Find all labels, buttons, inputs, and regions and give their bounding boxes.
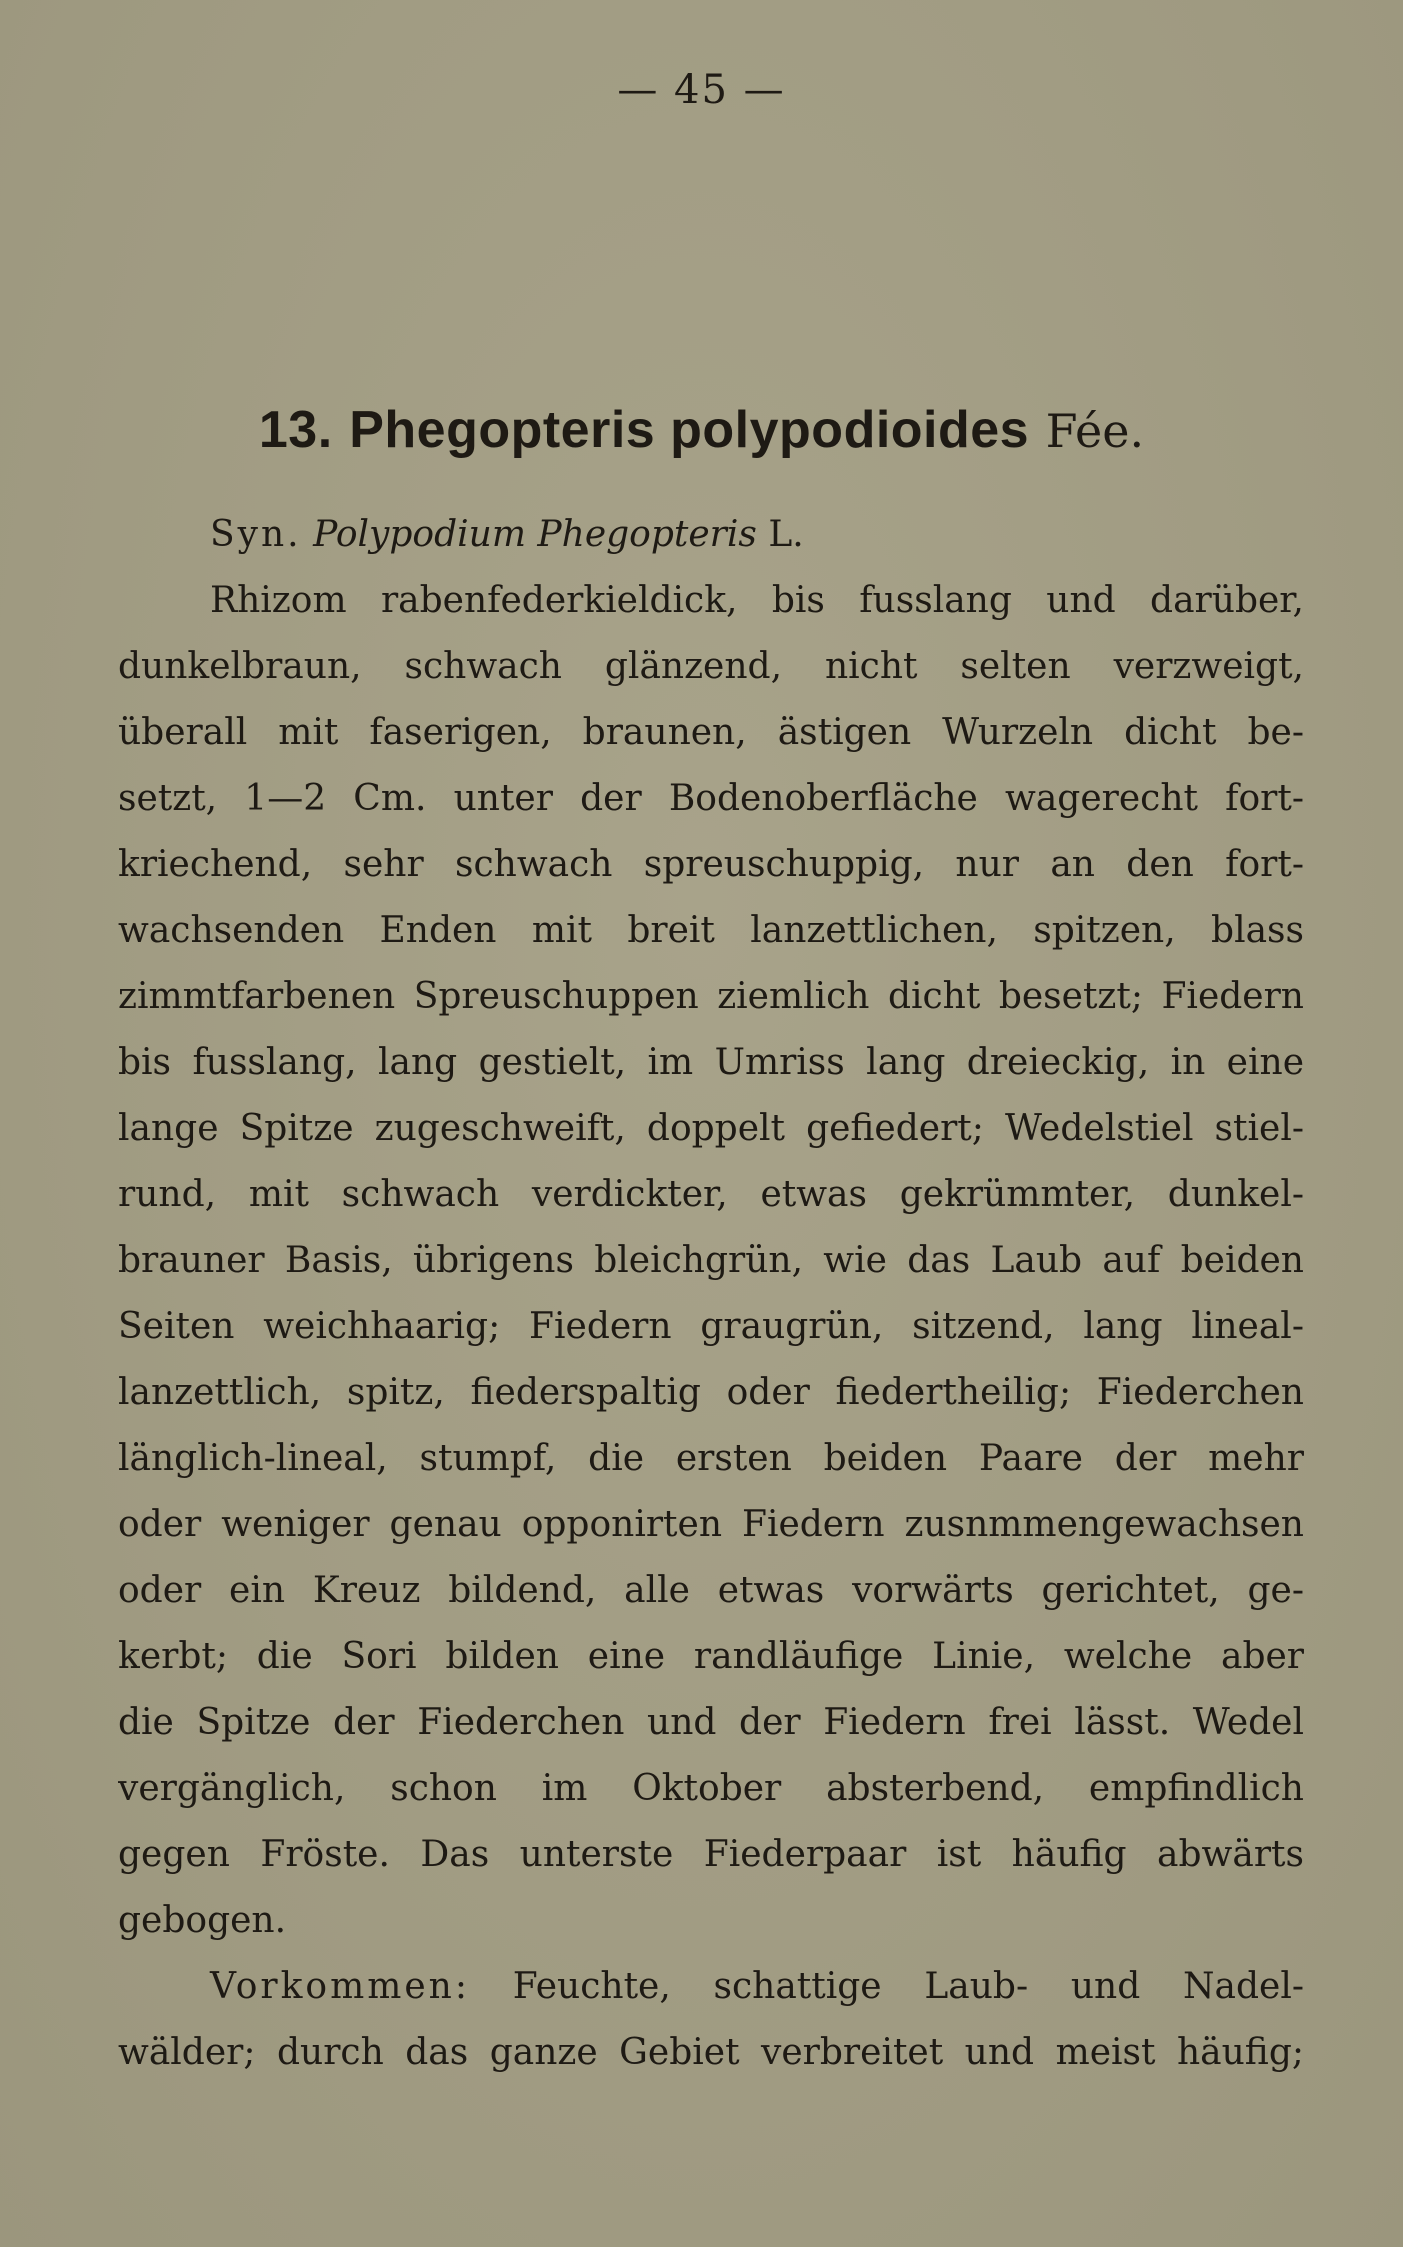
- synonym-author: L.: [768, 514, 804, 555]
- species-author: Fée.: [1045, 404, 1145, 458]
- text-line: Seiten weichhaarig; Fiedern graugrün, sitzend, lang lineal-: [118, 1306, 1304, 1347]
- synonym-line: [118, 502, 1304, 568]
- page-number: — 45 —: [617, 67, 786, 113]
- text-line: rund, mit schwach verdickter, etwas gekrümmter, dunkel-: [118, 1174, 1304, 1215]
- text-line: oder weniger genau opponirten Fiedern zusnmmengewachsen: [118, 1504, 1304, 1545]
- text-line: brauner Basis, übrigens bleichgrün, wie das Laub auf beiden: [118, 1240, 1304, 1281]
- text-line: gegen Fröste. Das unterste Fiederpaar ist häufig abwärts: [118, 1834, 1304, 1875]
- text-line: wachsenden Enden mit breit lanzettlichen, spitzen, blass: [118, 910, 1304, 951]
- species-number: 13.: [258, 401, 333, 459]
- text-line: kerbt; die Sori bilden eine randläufige Linie, welche aber: [118, 1636, 1304, 1677]
- text-line: bis fusslang, lang gestielt, im Umriss lang dreieckig, in eine: [118, 1042, 1304, 1083]
- occurrence-line: wälder; durch das ganze Gebiet verbreitet und meist häufig;: [118, 2032, 1304, 2073]
- occurrence-text: Feuchte, schattige Laub- und Nadel-: [512, 1966, 1304, 2007]
- text-line: die Spitze der Fiederchen und der Fiedern frei lässt. Wedel: [118, 1702, 1304, 1743]
- text-line: vergänglich, schon im Oktober absterbend, empfindlich: [118, 1768, 1304, 1809]
- text-line: dunkelbraun, schwach glänzend, nicht selten verzweigt,: [118, 646, 1304, 687]
- text-line: Rhizom rabenfederkieldick, bis fusslang und darüber,: [210, 580, 1304, 621]
- text-line: oder ein Kreuz bildend, alle etwas vorwärts gerichtet, ge-: [118, 1570, 1304, 1611]
- text-line: länglich-lineal, stumpf, die ersten beiden Paare der mehr: [118, 1438, 1304, 1479]
- synonym-prefix: Syn.: [210, 514, 302, 555]
- body-text: [118, 502, 1304, 2086]
- text-line: setzt, 1—2 Cm. unter der Bodenoberfläche wagerecht fort-: [118, 778, 1304, 819]
- occurrence-label: Vorkommen:: [210, 1966, 470, 2007]
- text-line: überall mit faserigen, braunen, ästigen Wurzeln dicht be-: [118, 712, 1304, 753]
- text-line: gebogen.: [118, 1900, 287, 1941]
- text-line: lange Spitze zugeschweift, doppelt gefiedert; Wedelstiel stiel-: [118, 1108, 1304, 1149]
- text-line: kriechend, sehr schwach spreuschuppig, nur an den fort-: [118, 844, 1304, 885]
- text-line: zimmtfarbenen Spreuschuppen ziemlich dicht besetzt; Fiedern: [118, 976, 1304, 1017]
- occurrence-line: [118, 1954, 1304, 2020]
- species-heading: [0, 398, 1403, 463]
- synonym-name: Polypodium Phegopteris: [313, 514, 757, 555]
- text-line: lanzettlich, spitz, fiederspaltig oder fiedertheilig; Fiederchen: [118, 1372, 1304, 1413]
- species-name: Phegopteris polypodioides: [349, 401, 1030, 459]
